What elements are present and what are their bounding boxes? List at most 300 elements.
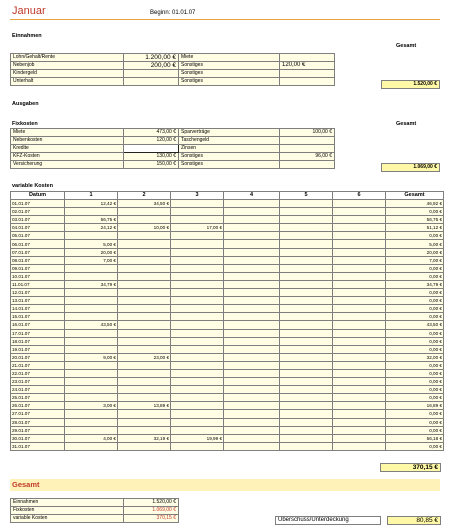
cost-cell[interactable] <box>224 426 280 434</box>
cost-cell[interactable] <box>224 386 280 394</box>
summary-label: Einnahmen <box>11 499 124 507</box>
variable-row <box>11 272 444 280</box>
cost-cell[interactable] <box>171 208 224 216</box>
variable-costs-table <box>10 191 444 451</box>
cost-cell[interactable]: 23,00 € <box>118 353 171 361</box>
cost-cell[interactable] <box>171 240 224 248</box>
cost-cell[interactable] <box>333 321 386 329</box>
cost-cell[interactable] <box>224 321 280 329</box>
variable-total-box <box>380 463 441 472</box>
cost-cell[interactable] <box>118 232 171 240</box>
cost-cell[interactable] <box>171 410 224 418</box>
cost-cell[interactable] <box>280 369 333 377</box>
cost-cell[interactable] <box>224 272 280 280</box>
income-value-2[interactable] <box>280 70 335 78</box>
cost-cell[interactable] <box>65 410 118 418</box>
cost-cell[interactable] <box>118 345 171 353</box>
cost-cell[interactable] <box>333 361 386 369</box>
column-header-date: Datum <box>11 192 65 200</box>
cost-cell[interactable] <box>118 426 171 434</box>
cost-cell[interactable] <box>118 442 171 450</box>
cost-cell[interactable]: 32,19 € <box>118 434 171 442</box>
variable-row <box>11 353 444 361</box>
row-total-cell: 0,00 € <box>386 313 444 321</box>
cost-cell[interactable] <box>333 337 386 345</box>
date-cell: 31.01.07 <box>11 442 65 450</box>
fixed-label: KFZ-Kosten <box>11 153 124 161</box>
row-total-cell: 20,00 € <box>386 248 444 256</box>
cost-cell[interactable] <box>118 272 171 280</box>
income-value[interactable]: 200,00 € <box>124 62 179 70</box>
cost-cell[interactable] <box>171 248 224 256</box>
cost-cell[interactable] <box>280 442 333 450</box>
cost-cell[interactable] <box>280 353 333 361</box>
variable-row <box>11 329 444 337</box>
cost-cell[interactable] <box>65 329 118 337</box>
cost-cell[interactable] <box>171 216 224 224</box>
cost-cell[interactable] <box>280 289 333 297</box>
row-total-cell: 0,00 € <box>386 418 444 426</box>
cost-cell[interactable] <box>333 410 386 418</box>
cost-cell[interactable] <box>118 394 171 402</box>
cost-cell[interactable] <box>224 345 280 353</box>
cost-cell[interactable] <box>333 208 386 216</box>
date-cell: 23.01.07 <box>11 378 65 386</box>
row-total-cell: 0,00 € <box>386 289 444 297</box>
cost-cell[interactable] <box>224 297 280 305</box>
cost-cell[interactable]: 9,00 € <box>65 353 118 361</box>
cost-cell[interactable] <box>65 345 118 353</box>
cost-cell[interactable] <box>224 305 280 313</box>
cost-cell[interactable] <box>280 394 333 402</box>
date-cell: 22.01.07 <box>11 369 65 377</box>
cost-cell[interactable] <box>118 248 171 256</box>
cost-cell[interactable] <box>224 289 280 297</box>
cost-cell[interactable]: 3,00 € <box>65 402 118 410</box>
income-total-heading: Gesamt <box>396 43 417 49</box>
cost-cell[interactable]: 24,12 € <box>65 224 118 232</box>
income-row <box>11 78 335 86</box>
income-value[interactable] <box>124 78 179 86</box>
cost-cell[interactable] <box>171 272 224 280</box>
row-total-cell: 0,00 € <box>386 345 444 353</box>
variable-row <box>11 264 444 272</box>
cost-cell[interactable] <box>118 264 171 272</box>
cost-cell[interactable] <box>118 280 171 288</box>
cost-cell[interactable] <box>280 272 333 280</box>
cost-cell[interactable] <box>65 426 118 434</box>
cost-cell[interactable] <box>171 280 224 288</box>
cost-cell[interactable] <box>224 369 280 377</box>
cost-cell[interactable] <box>333 200 386 208</box>
cost-cell[interactable] <box>224 264 280 272</box>
cost-cell[interactable] <box>333 369 386 377</box>
cost-cell[interactable] <box>224 418 280 426</box>
cost-cell[interactable] <box>118 337 171 345</box>
variable-row <box>11 434 444 442</box>
cost-cell[interactable] <box>280 426 333 434</box>
variable-row <box>11 280 444 288</box>
row-total-cell: 7,00 € <box>386 256 444 264</box>
summary-value: 370,15 € <box>124 515 179 523</box>
cost-cell[interactable] <box>280 280 333 288</box>
cost-cell[interactable]: 43,50 € <box>65 321 118 329</box>
cost-cell[interactable] <box>118 216 171 224</box>
row-total-cell: 0,00 € <box>386 361 444 369</box>
fixed-row <box>11 161 335 169</box>
cost-cell[interactable]: 12,42 € <box>65 200 118 208</box>
cost-cell[interactable] <box>280 378 333 386</box>
variable-row <box>11 369 444 377</box>
header-divider <box>10 19 440 20</box>
summary-label: variable Kosten <box>11 515 124 523</box>
cost-cell[interactable] <box>171 337 224 345</box>
cost-cell[interactable] <box>224 329 280 337</box>
date-cell: 11.01.07 <box>11 280 65 288</box>
cost-cell[interactable] <box>171 378 224 386</box>
cost-cell[interactable] <box>171 386 224 394</box>
cost-cell[interactable] <box>280 297 333 305</box>
income-label: Nebenjob <box>11 62 124 70</box>
variable-row <box>11 289 444 297</box>
cost-cell[interactable] <box>224 434 280 442</box>
fixed-value-2[interactable]: 100,00 € <box>280 129 335 137</box>
cost-cell[interactable]: 10,00 € <box>118 224 171 232</box>
cost-cell[interactable] <box>65 297 118 305</box>
cost-cell[interactable] <box>118 329 171 337</box>
cost-cell[interactable] <box>280 361 333 369</box>
cost-cell[interactable] <box>118 256 171 264</box>
fixed-value[interactable]: 150,00 € <box>124 161 179 169</box>
date-cell: 05.01.07 <box>11 232 65 240</box>
cost-cell[interactable] <box>171 329 224 337</box>
cost-cell[interactable] <box>118 321 171 329</box>
column-header-total: Gesamt <box>386 192 444 200</box>
cost-cell[interactable] <box>333 394 386 402</box>
cost-cell[interactable] <box>118 410 171 418</box>
fixed-costs-heading: Fixkosten <box>12 121 38 127</box>
cost-cell[interactable] <box>280 418 333 426</box>
cost-cell[interactable] <box>280 216 333 224</box>
row-total-cell: 0,00 € <box>386 272 444 280</box>
variable-total[interactable]: 370,15 € <box>381 464 441 472</box>
fixed-label: Kredite <box>11 145 124 153</box>
fixed-label-2: Zinsen <box>179 145 280 153</box>
income-value-2[interactable] <box>280 54 335 62</box>
cost-cell[interactable] <box>224 410 280 418</box>
cost-cell[interactable]: 13,89 € <box>118 402 171 410</box>
fixed-total-box <box>381 163 440 172</box>
cost-cell[interactable] <box>65 208 118 216</box>
cost-cell[interactable] <box>333 434 386 442</box>
fixed-row <box>11 137 335 145</box>
cost-cell[interactable] <box>280 410 333 418</box>
cost-cell[interactable] <box>280 329 333 337</box>
cost-cell[interactable] <box>171 418 224 426</box>
cost-cell[interactable] <box>171 394 224 402</box>
income-label: Kindergeld <box>11 70 124 78</box>
cost-cell[interactable]: 19,99 € <box>171 434 224 442</box>
cost-cell[interactable] <box>224 402 280 410</box>
date-cell: 21.01.07 <box>11 361 65 369</box>
row-total-cell: 51,12 € <box>386 224 444 232</box>
cost-cell[interactable] <box>65 305 118 313</box>
cost-cell[interactable] <box>171 321 224 329</box>
row-total-cell: 0,00 € <box>386 337 444 345</box>
cost-cell[interactable] <box>65 369 118 377</box>
cost-cell[interactable] <box>224 280 280 288</box>
row-total-cell: 56,75 € <box>386 216 444 224</box>
cost-cell[interactable] <box>224 208 280 216</box>
cost-cell[interactable] <box>224 442 280 450</box>
date-cell: 08.01.07 <box>11 256 65 264</box>
cost-cell[interactable] <box>333 224 386 232</box>
cost-cell[interactable] <box>333 402 386 410</box>
fixed-label-2: Taschengeld <box>179 137 280 145</box>
variable-row <box>11 313 444 321</box>
cost-cell[interactable] <box>171 256 224 264</box>
income-heading: Einnahmen <box>12 33 42 39</box>
cost-cell[interactable] <box>280 321 333 329</box>
fixed-value[interactable] <box>124 145 179 153</box>
cost-cell[interactable] <box>118 289 171 297</box>
month-title: Januar <box>12 5 46 17</box>
cost-cell[interactable] <box>224 224 280 232</box>
row-total-cell: 0,00 € <box>386 208 444 216</box>
cost-cell[interactable] <box>65 418 118 426</box>
cost-cell[interactable] <box>65 361 118 369</box>
cost-cell[interactable] <box>65 232 118 240</box>
cost-cell[interactable] <box>280 337 333 345</box>
cost-cell[interactable] <box>280 264 333 272</box>
fixed-value-2[interactable] <box>280 137 335 145</box>
cost-cell[interactable] <box>280 434 333 442</box>
variable-row <box>11 361 444 369</box>
cost-cell[interactable] <box>65 313 118 321</box>
cost-cell[interactable] <box>118 297 171 305</box>
summary-value: 1.069,00 € <box>124 507 179 515</box>
cost-cell[interactable] <box>280 345 333 353</box>
cost-cell[interactable]: 7,00 € <box>65 256 118 264</box>
cost-cell[interactable] <box>280 305 333 313</box>
cost-cell[interactable] <box>333 264 386 272</box>
cost-cell[interactable] <box>65 337 118 345</box>
cost-cell[interactable] <box>171 264 224 272</box>
cost-cell[interactable] <box>333 313 386 321</box>
cost-cell[interactable] <box>171 305 224 313</box>
cost-cell[interactable] <box>224 313 280 321</box>
date-cell: 02.01.07 <box>11 208 65 216</box>
balance-value[interactable]: 80,85 € <box>388 517 441 525</box>
fixed-label-2: Sparverträge <box>179 129 280 137</box>
date-cell: 06.01.07 <box>11 240 65 248</box>
income-row <box>11 62 335 70</box>
row-total-cell: 0,00 € <box>386 297 444 305</box>
variable-row <box>11 410 444 418</box>
date-cell: 01.01.07 <box>11 200 65 208</box>
cost-cell[interactable] <box>333 297 386 305</box>
cost-cell[interactable]: 5,00 € <box>65 240 118 248</box>
fixed-value-2[interactable] <box>280 161 335 169</box>
cost-cell[interactable] <box>224 361 280 369</box>
cost-cell[interactable] <box>333 232 386 240</box>
cost-cell[interactable] <box>333 272 386 280</box>
cost-cell[interactable] <box>224 394 280 402</box>
summary-band <box>10 479 440 491</box>
fixed-value[interactable]: 473,00 € <box>124 129 179 137</box>
cost-cell[interactable] <box>224 240 280 248</box>
cost-cell[interactable] <box>65 264 118 272</box>
date-cell: 07.01.07 <box>11 248 65 256</box>
cost-cell[interactable] <box>280 313 333 321</box>
cost-cell[interactable] <box>224 232 280 240</box>
cost-cell[interactable] <box>280 200 333 208</box>
cost-cell[interactable] <box>333 378 386 386</box>
cost-cell[interactable]: 56,75 € <box>65 216 118 224</box>
summary-label: Fixkosten <box>11 507 124 515</box>
cost-cell[interactable] <box>333 256 386 264</box>
cost-cell[interactable] <box>118 240 171 248</box>
row-total-cell: 0,00 € <box>386 426 444 434</box>
cost-cell[interactable] <box>118 208 171 216</box>
cost-cell[interactable] <box>333 426 386 434</box>
variable-row <box>11 402 444 410</box>
cost-cell[interactable] <box>333 248 386 256</box>
cost-cell[interactable] <box>65 386 118 394</box>
fixed-total-heading: Gesamt <box>396 121 417 127</box>
cost-cell[interactable] <box>280 256 333 264</box>
variable-row <box>11 208 444 216</box>
variable-row <box>11 345 444 353</box>
fixed-total[interactable]: 1.069,00 € <box>382 164 440 172</box>
cost-cell[interactable] <box>333 305 386 313</box>
cost-cell[interactable] <box>171 297 224 305</box>
variable-row <box>11 240 444 248</box>
cost-cell[interactable] <box>224 216 280 224</box>
income-value-2[interactable] <box>280 78 335 86</box>
cost-cell[interactable] <box>333 216 386 224</box>
cost-cell[interactable]: 20,00 € <box>65 248 118 256</box>
cost-cell[interactable] <box>280 208 333 216</box>
cost-cell[interactable] <box>333 329 386 337</box>
cost-cell[interactable] <box>333 240 386 248</box>
cost-cell[interactable] <box>118 361 171 369</box>
cost-cell[interactable] <box>280 402 333 410</box>
cost-cell[interactable] <box>280 224 333 232</box>
variable-row <box>11 297 444 305</box>
row-total-cell: 0,00 € <box>386 329 444 337</box>
cost-cell[interactable] <box>118 369 171 377</box>
cost-cell[interactable] <box>333 442 386 450</box>
date-cell: 24.01.07 <box>11 386 65 394</box>
cost-cell[interactable] <box>224 256 280 264</box>
cost-cell[interactable] <box>333 345 386 353</box>
cost-cell[interactable] <box>118 386 171 394</box>
cost-cell[interactable] <box>171 426 224 434</box>
cost-cell[interactable] <box>280 248 333 256</box>
cost-cell[interactable] <box>171 442 224 450</box>
cost-cell[interactable] <box>171 313 224 321</box>
cost-cell[interactable] <box>280 386 333 394</box>
row-total-cell: 0,00 € <box>386 378 444 386</box>
row-total-cell: 0,00 € <box>386 369 444 377</box>
cost-cell[interactable] <box>280 240 333 248</box>
cost-cell[interactable] <box>65 272 118 280</box>
income-total[interactable]: 1.520,00 € <box>382 81 440 89</box>
cost-cell[interactable] <box>118 418 171 426</box>
cost-cell[interactable] <box>65 289 118 297</box>
fixed-value-2[interactable] <box>280 145 335 153</box>
cost-cell[interactable] <box>333 386 386 394</box>
income-value-2[interactable]: 120,00 € <box>280 62 335 70</box>
cost-cell[interactable]: 4,00 € <box>65 434 118 442</box>
cost-cell[interactable] <box>118 305 171 313</box>
cost-cell[interactable]: 34,79 € <box>65 280 118 288</box>
column-header-6: 6 <box>333 192 386 200</box>
variable-row <box>11 256 444 264</box>
summary-row <box>11 515 179 523</box>
row-total-cell: 0,00 € <box>386 394 444 402</box>
expenses-heading: Ausgaben <box>12 101 39 107</box>
income-label: Unterhalt <box>11 78 124 86</box>
income-row <box>11 70 335 78</box>
date-cell: 10.01.07 <box>11 272 65 280</box>
summary-row <box>11 499 179 507</box>
cost-cell[interactable] <box>171 353 224 361</box>
variable-costs-heading: variable Kosten <box>12 183 53 189</box>
cost-cell[interactable] <box>333 418 386 426</box>
cost-cell[interactable] <box>171 402 224 410</box>
fixed-row <box>11 145 335 153</box>
date-cell: 16.01.07 <box>11 321 65 329</box>
cost-cell[interactable] <box>171 361 224 369</box>
cost-cell[interactable] <box>224 378 280 386</box>
cost-cell[interactable] <box>224 200 280 208</box>
cost-cell[interactable] <box>333 280 386 288</box>
summary-heading: Gesamt <box>12 480 40 489</box>
cost-cell[interactable] <box>171 232 224 240</box>
cost-cell[interactable] <box>280 232 333 240</box>
fixed-row <box>11 129 335 137</box>
fixed-value[interactable]: 130,00 € <box>124 153 179 161</box>
cost-cell[interactable] <box>171 200 224 208</box>
fixed-value[interactable]: 120,00 € <box>124 137 179 145</box>
summary-table <box>10 498 179 523</box>
cost-cell[interactable] <box>333 289 386 297</box>
cost-cell[interactable] <box>333 353 386 361</box>
income-value[interactable] <box>124 70 179 78</box>
cost-cell[interactable] <box>171 289 224 297</box>
cost-cell[interactable]: 17,00 € <box>171 224 224 232</box>
cost-cell[interactable]: 34,50 € <box>118 200 171 208</box>
cost-cell[interactable] <box>224 353 280 361</box>
fixed-value-2[interactable]: 96,00 € <box>280 153 335 161</box>
cost-cell[interactable] <box>118 313 171 321</box>
row-total-cell: 34,79 € <box>386 280 444 288</box>
cost-cell[interactable] <box>65 394 118 402</box>
cost-cell[interactable] <box>65 378 118 386</box>
column-header-3: 3 <box>171 192 224 200</box>
cost-cell[interactable] <box>171 345 224 353</box>
summary-row <box>11 507 179 515</box>
income-value[interactable]: 1.200,00 € <box>124 54 179 62</box>
cost-cell[interactable] <box>224 248 280 256</box>
cost-cell[interactable] <box>118 378 171 386</box>
income-total-box <box>381 80 440 89</box>
cost-cell[interactable] <box>224 337 280 345</box>
cost-cell[interactable] <box>65 442 118 450</box>
cost-cell[interactable] <box>171 369 224 377</box>
